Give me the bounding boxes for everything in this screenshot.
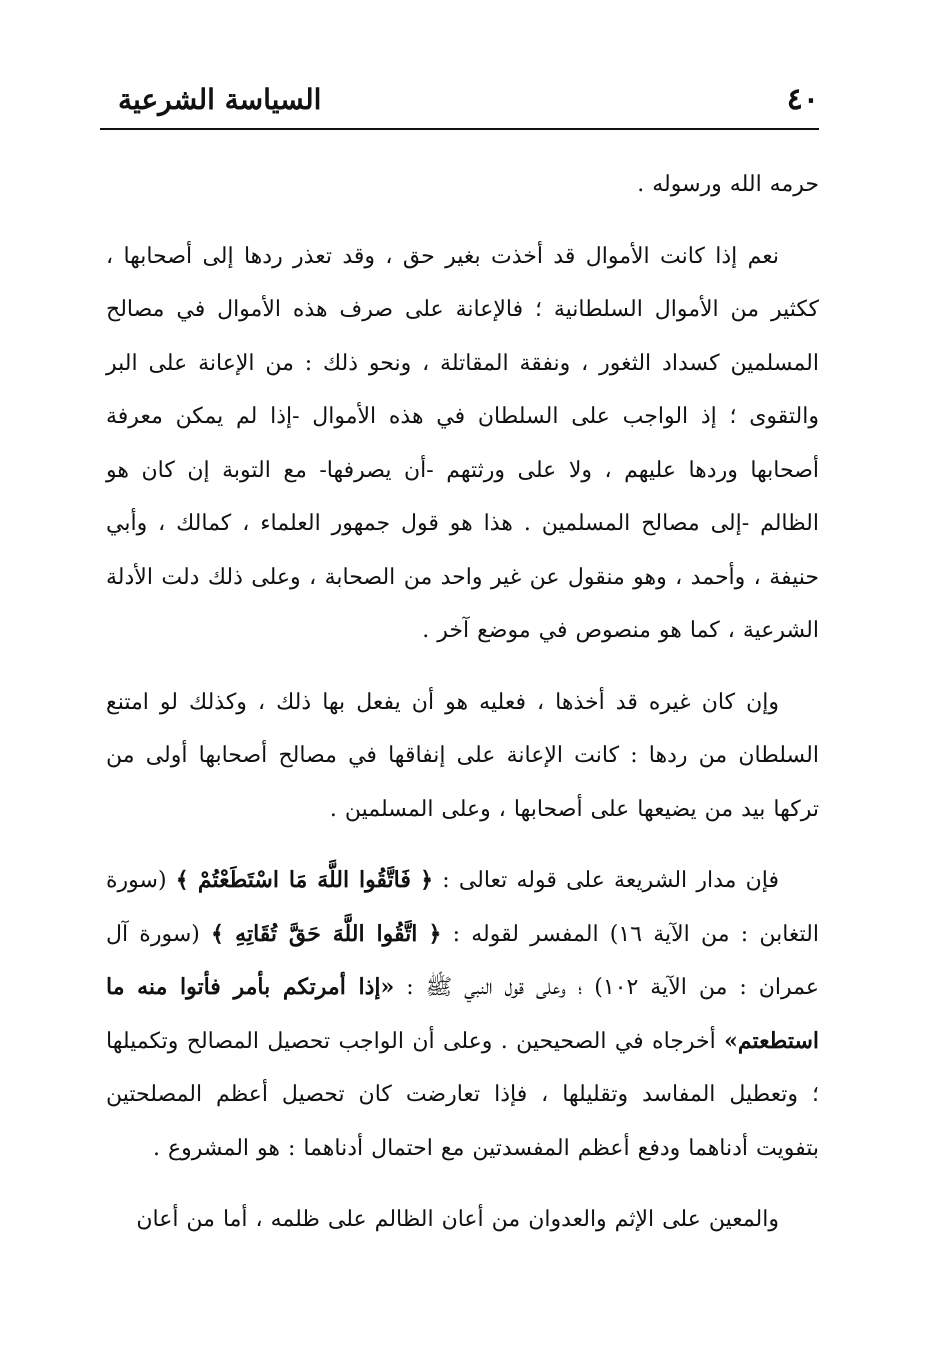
paragraph-4	[106, 854, 819, 1175]
page-number: ٤٠	[786, 82, 819, 117]
quran-bracket-close-icon: ﴾	[211, 920, 224, 947]
paragraph-4-text-4: أخرجاه في الصحيحين . وعلى أن الواجب تحصيل المصالح وتكميلها ؛ وتعطيل المفاسد وتقليلها ، فإذا تعارضت كان تحصيل أعظم المصلحتين بتفويت أدناهما ودفع أعظم المفسدتين مع احتمال أدناهما : هو المشروع .	[106, 1028, 819, 1161]
paragraph-2: نعم إذا كانت الأموال قد أخذت بغير حق ، وقد تعذر ردها إلى أصحابها ، ككثير من الأموال السلطانية ؛ فالإعانة على صرف هذه الأموال في مصالح المسلمين كسداد الثغور ، ونفقة المقاتلة ، ونحو ذلك : من الإعانة على البر والتقوى ؛ إذ الواجب على السلطان في هذه الأموال -إذا لم يمكن معرفة أصحابها وردها عليهم ، ولا على ورثتهم -أن يصرفها- مع التوبة إن كان هو الظالم -إلى مصالح المسلمين . هذا هو قول جمهور العلماء ، كمالك ، وأبي حنيفة ، وأحمد ، وهو منقول عن غير واحد من الصحابة ، وعلى ذلك دلت الأدلة الشرعية ، كما هو منصوص في موضع آخر .	[106, 243, 819, 643]
quran-bracket-close-icon: ﴾	[175, 867, 189, 893]
paragraph-3: وإن كان غيره قد أخذها ، فعليه هو أن يفعل بها ذلك ، وكذلك لو امتنع السلطان من ردها : كانت الإعانة على إنفاقها في مصالح أصحابها أولى من تركها بيد من يضيعها على أصحابها ، وعلى المسلمين .	[106, 689, 819, 822]
quran-verse-1: فَاتَّقُوا اللَّهَ مَا اسْتَطَعْتُمْ	[197, 867, 411, 893]
paragraph-4-text-1: فإن مدار الشريعة على قوله تعالى :	[433, 868, 779, 893]
paragraph-5: والمعين على الإثم والعدوان من أعان الظالم على ظلمه ، أما من أعان	[136, 1207, 779, 1232]
page-header	[100, 78, 819, 122]
running-title: السياسة الشرعية	[118, 83, 322, 116]
paragraph-1: حرمه الله ورسوله .	[637, 172, 819, 197]
paragraph-4-text-2: (سورة التغابن : من الآية ١٦) المفسر لقوله :	[106, 868, 819, 947]
page-body	[106, 158, 819, 1265]
quran-bracket-open-icon: ﴿	[420, 867, 433, 893]
quran-bracket-open-icon: ﴿	[428, 920, 442, 947]
hadith-quote: «إذا أمرتكم بأمر فأتوا منه ما استطعتم»	[106, 974, 819, 1054]
header-divider	[100, 128, 819, 130]
quran-verse-2: اتَّقُوا اللَّهَ حَقَّ تُقَاتِهِ	[235, 920, 418, 947]
paragraph-4-text-3: (سورة آل عمران : من الآية ١٠٢) ؛ وعلى قول النبي ﷺ :	[106, 921, 820, 1000]
